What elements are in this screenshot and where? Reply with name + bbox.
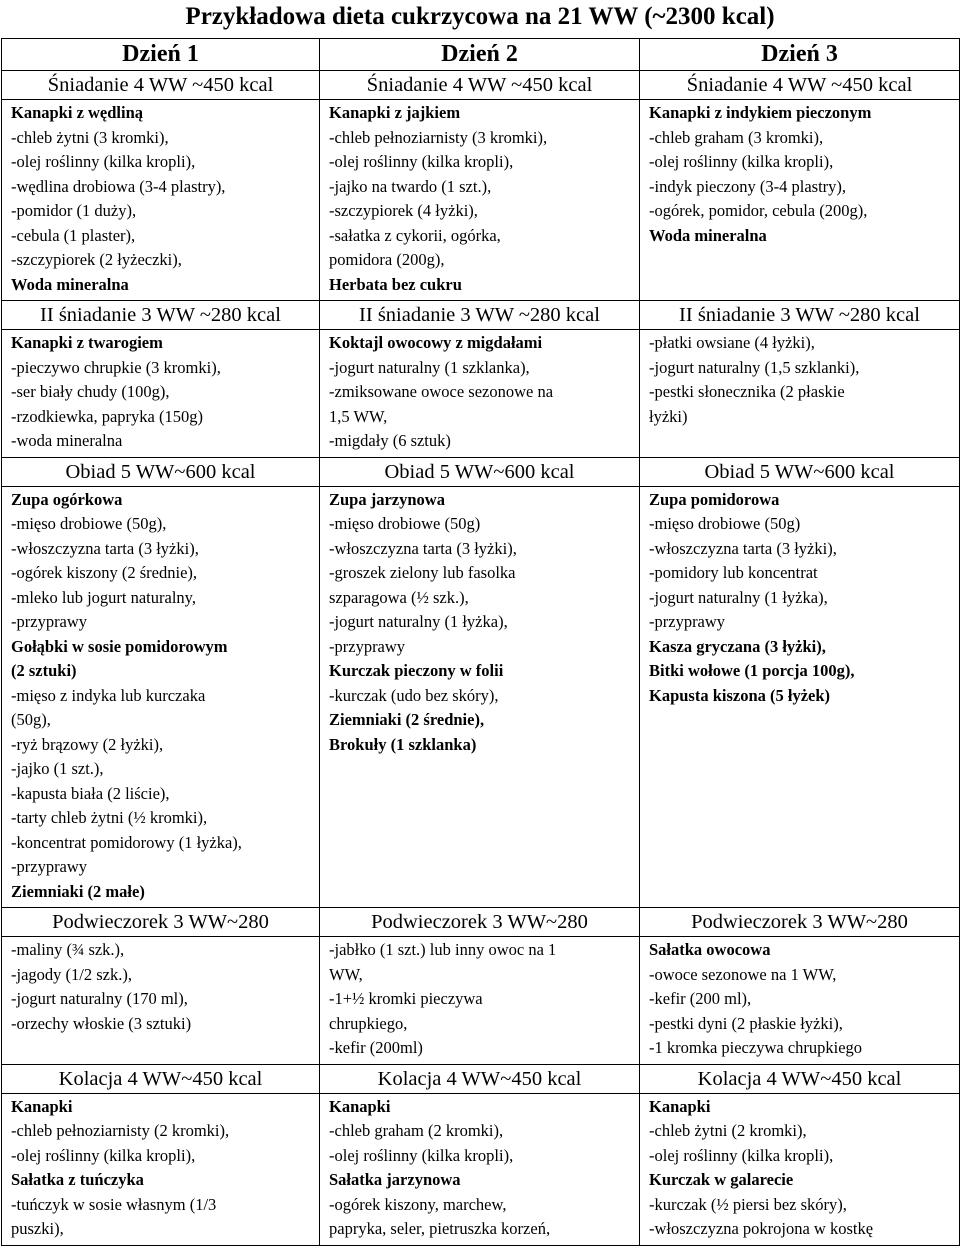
ingredient-line: -chleb żytni (3 kromki), <box>11 127 169 147</box>
dish-name: Kurczak pieczony w folii <box>329 661 504 680</box>
meal-header: II śniadanie 3 WW ~280 kcal <box>640 301 960 330</box>
dish-name: Bitki wołowe (1 porcja 100g), <box>649 661 855 680</box>
ingredient-line: pomidora (200g), <box>329 250 445 269</box>
ingredient-line: -kefir (200 ml), <box>649 989 752 1008</box>
meal-header: Podwieczorek 3 WW~280 <box>2 908 320 937</box>
ingredient-line: -włoszczyzna tarta (3 łyżki), <box>329 538 517 558</box>
day-header: Dzień 3 <box>640 39 960 71</box>
ingredient-line: WW, <box>329 964 363 984</box>
ingredient-line: łyżki) <box>649 406 688 426</box>
meal-header: Obiad 5 WW~600 kcal <box>320 457 640 486</box>
ingredient-line: -pomidor (1 duży), <box>11 201 137 220</box>
dish-name: Brokuły (1 szklanka) <box>329 734 477 754</box>
meal-cell <box>2 100 320 301</box>
ingredient-line: szparagowa (½ szk.), <box>329 587 469 607</box>
meal-header-row <box>2 457 960 486</box>
ingredient-line: -pieczywo chrupkie (3 kromki), <box>11 357 221 377</box>
meal-header: Podwieczorek 3 WW~280 <box>640 908 960 937</box>
ingredient-line: -tuńczyk w sosie własnym (1/3 <box>11 1194 217 1214</box>
ingredient-line: -olej roślinny (kilka kropli), <box>329 1145 514 1165</box>
ingredient-line: -mięso z indyka lub kurczaka <box>11 685 206 705</box>
meal-cell <box>2 330 320 458</box>
meal-cell <box>640 1093 960 1245</box>
meal-sections <box>2 71 960 1246</box>
dish-name: Koktajl owocowy z migdałami <box>329 333 543 352</box>
ingredient-line: -indyk pieczony (3-4 plastry), <box>649 176 847 196</box>
ingredient-line: -tarty chleb żytni (½ kromki), <box>11 808 208 827</box>
dish-name: Zupa ogórkowa <box>11 489 123 509</box>
ingredient-line: -jogurt naturalny (1 łyżka), <box>329 612 508 631</box>
ingredient-line: -kurczak (udo bez skóry), <box>329 685 499 705</box>
ingredient-line: -jogurt naturalny (170 ml), <box>11 989 188 1008</box>
meal-cell <box>2 1093 320 1245</box>
ingredient-line: -olej roślinny (kilka kropli), <box>11 1145 196 1165</box>
meal-header-row <box>2 301 960 330</box>
ingredient-line: -olej roślinny (kilka kropli), <box>649 1145 834 1165</box>
ingredient-line: -kefir (200ml) <box>329 1038 423 1057</box>
dish-name: Kanapki <box>11 1096 73 1116</box>
ingredient-line: -cebula (1 plaster), <box>11 225 136 245</box>
ingredient-line: -mleko lub jogurt naturalny, <box>11 587 196 607</box>
meal-header: Kolacja 4 WW~450 kcal <box>320 1064 640 1093</box>
dish-name: Kanapki z wędliną <box>11 103 144 122</box>
ingredient-line: -pestki słonecznika (2 płaskie <box>649 382 845 401</box>
ingredient-line: -mięso drobiowe (50g) <box>329 514 481 533</box>
ingredient-line: -wędlina drobiowa (3-4 plastry), <box>11 176 226 196</box>
meal-header: Podwieczorek 3 WW~280 <box>320 908 640 937</box>
dish-name: Kurczak w galarecie <box>649 1170 794 1189</box>
ingredient-line: -olej roślinny (kilka kropli), <box>329 152 514 171</box>
meal-cell <box>320 486 640 908</box>
dish-name: Herbata bez cukru <box>329 274 462 294</box>
meal-header-row <box>2 908 960 937</box>
meal-cell <box>2 937 320 1065</box>
meal-content-row <box>2 1093 960 1245</box>
meal-cell <box>320 100 640 301</box>
ingredient-line: -ser biały chudy (100g), <box>11 382 170 401</box>
page-title: Przykładowa dieta cukrzycowa na 21 WW (~2300 kcal) <box>185 3 775 30</box>
ingredient-line: -pestki dyni (2 płaskie łyżki), <box>649 1013 843 1033</box>
ingredient-line: -mięso drobiowe (50g), <box>11 514 167 533</box>
ingredient-line: -jabłko (1 szt.) lub inny owoc na 1 <box>329 940 557 959</box>
ingredient-line: -jajko (1 szt.), <box>11 759 104 778</box>
meal-header: Śniadanie 4 WW ~450 kcal <box>640 71 960 100</box>
dish-name: Kanapki z twarogiem <box>11 333 163 352</box>
ingredient-line: -owoce sezonowe na 1 WW, <box>649 964 837 984</box>
ingredient-line: -przyprawy <box>329 636 406 656</box>
ingredient-line: -jagody (1/2 szk.), <box>11 964 132 984</box>
ingredient-line: -zmiksowane owoce sezonowe na <box>329 382 554 401</box>
meal-header: Obiad 5 WW~600 kcal <box>2 457 320 486</box>
dish-name: Kasza gryczana (3 łyżki), <box>649 636 826 656</box>
ingredient-line: -olej roślinny (kilka kropli), <box>649 152 834 171</box>
meal-header: Śniadanie 4 WW ~450 kcal <box>2 71 320 100</box>
meal-content-row <box>2 937 960 1065</box>
ingredient-line: papryka, seler, pietruszka korzeń, <box>329 1219 551 1238</box>
dish-name: Kanapki z indykiem pieczonym <box>649 103 872 122</box>
ingredient-line: -ogórek, pomidor, cebula (200g), <box>649 201 868 220</box>
ingredient-line: -przyprawy <box>11 612 88 631</box>
ingredient-line: -olej roślinny (kilka kropli), <box>11 152 196 171</box>
day-header: Dzień 1 <box>2 39 320 71</box>
ingredient-line: -szczypiorek (2 łyżeczki), <box>11 250 182 269</box>
dish-name: Kanapki <box>649 1096 711 1116</box>
ingredient-line: -chleb graham (2 kromki), <box>329 1121 504 1140</box>
meal-header: Śniadanie 4 WW ~450 kcal <box>320 71 640 100</box>
ingredient-line: -przyprawy <box>11 857 88 876</box>
ingredient-line: -płatki owsiane (4 łyżki), <box>649 333 815 352</box>
ingredient-line: -koncentrat pomidorowy (1 łyżka), <box>11 832 242 852</box>
ingredient-line: -rzodkiewka, papryka (150g) <box>11 406 203 426</box>
meal-cell <box>640 937 960 1065</box>
ingredient-line: -migdały (6 sztuk) <box>329 431 451 450</box>
ingredient-line: chrupkiego, <box>329 1013 408 1033</box>
dish-name: Woda mineralna <box>11 274 129 294</box>
day-header-row <box>2 39 960 71</box>
ingredient-line: -przyprawy <box>649 612 726 631</box>
ingredient-line: (50g), <box>11 710 51 729</box>
ingredient-line: -jogurt naturalny (1,5 szklanki), <box>649 357 860 377</box>
meal-header-row <box>2 1064 960 1093</box>
meal-header-row <box>2 71 960 100</box>
meal-cell <box>640 486 960 908</box>
meal-cell <box>640 100 960 301</box>
ingredient-line: -sałatka z cykorii, ogórka, <box>329 225 501 245</box>
dish-name: Kapusta kiszona (5 łyżek) <box>649 685 831 705</box>
ingredient-line: -ogórek kiszony, marchew, <box>329 1194 507 1214</box>
ingredient-line: -mięso drobiowe (50g) <box>649 514 801 533</box>
meal-cell <box>320 937 640 1065</box>
ingredient-line: -włoszczyzna tarta (3 łyżki), <box>11 538 199 558</box>
ingredient-line: -orzechy włoskie (3 sztuki) <box>11 1013 192 1033</box>
meal-cell <box>320 1093 640 1245</box>
dish-name: Gołąbki w sosie pomidorowym <box>11 636 228 656</box>
ingredient-line: -jogurt naturalny (1 łyżka), <box>649 587 828 607</box>
meal-header: II śniadanie 3 WW ~280 kcal <box>2 301 320 330</box>
ingredient-line: -kapusta biała (2 liście), <box>11 783 170 803</box>
ingredient-line: -maliny (¾ szk.), <box>11 940 125 959</box>
ingredient-line: -ogórek kiszony (2 średnie), <box>11 563 198 582</box>
meal-header: II śniadanie 3 WW ~280 kcal <box>320 301 640 330</box>
dish-name: Ziemniaki (2 średnie), <box>329 710 485 729</box>
meal-content-row <box>2 100 960 301</box>
meal-header: Obiad 5 WW~600 kcal <box>640 457 960 486</box>
diet-table <box>1 38 960 1246</box>
meal-cell <box>2 486 320 908</box>
ingredient-line: -ryż brązowy (2 łyżki), <box>11 734 164 754</box>
ingredient-line: -włoszczyzna pokrojona w kostkę <box>649 1219 874 1238</box>
meal-content-row <box>2 486 960 908</box>
ingredient-line: -1 kromka pieczywa chrupkiego <box>649 1038 863 1057</box>
dish-name: Sałatka owocowa <box>649 940 771 959</box>
ingredient-line: -pomidory lub koncentrat <box>649 563 818 582</box>
dish-name: Kanapki z jajkiem <box>329 103 461 122</box>
ingredient-line: -włoszczyzna tarta (3 łyżki), <box>649 538 837 558</box>
meal-header: Kolacja 4 WW~450 kcal <box>640 1064 960 1093</box>
ingredient-line: -1+½ kromki pieczywa <box>329 989 483 1008</box>
ingredient-line: -jajko na twardo (1 szt.), <box>329 176 492 196</box>
day-header: Dzień 2 <box>320 39 640 71</box>
meal-cell <box>640 330 960 458</box>
ingredient-line: -chleb pełnoziarnisty (2 kromki), <box>11 1121 230 1140</box>
ingredient-line: -szczypiorek (4 łyżki), <box>329 201 478 220</box>
ingredient-line: -jogurt naturalny (1 szklanka), <box>329 357 530 377</box>
ingredient-line: -groszek zielony lub fasolka <box>329 563 516 582</box>
ingredient-line: puszki), <box>11 1219 64 1238</box>
dish-name: Zupa jarzynowa <box>329 489 445 509</box>
meal-content-row <box>2 330 960 458</box>
ingredient-line: -woda mineralna <box>11 431 123 450</box>
dish-name: Kanapki <box>329 1096 391 1116</box>
ingredient-line: -chleb pełnoziarnisty (3 kromki), <box>329 127 548 147</box>
dish-name: Sałatka jarzynowa <box>329 1170 461 1189</box>
dish-name: Woda mineralna <box>649 225 767 245</box>
dish-name: Ziemniaki (2 małe) <box>11 881 145 901</box>
meal-cell <box>320 330 640 458</box>
ingredient-line: -chleb żytni (2 kromki), <box>649 1121 807 1140</box>
ingredient-line: 1,5 WW, <box>329 406 388 426</box>
meal-header: Kolacja 4 WW~450 kcal <box>2 1064 320 1093</box>
dish-name: Zupa pomidorowa <box>649 489 780 509</box>
ingredient-line: -chleb graham (3 kromki), <box>649 127 824 147</box>
ingredient-line: -kurczak (½ piersi bez skóry), <box>649 1194 847 1214</box>
dish-name: Sałatka z tuńczyka <box>11 1170 144 1189</box>
dish-name: (2 sztuki) <box>11 661 77 680</box>
